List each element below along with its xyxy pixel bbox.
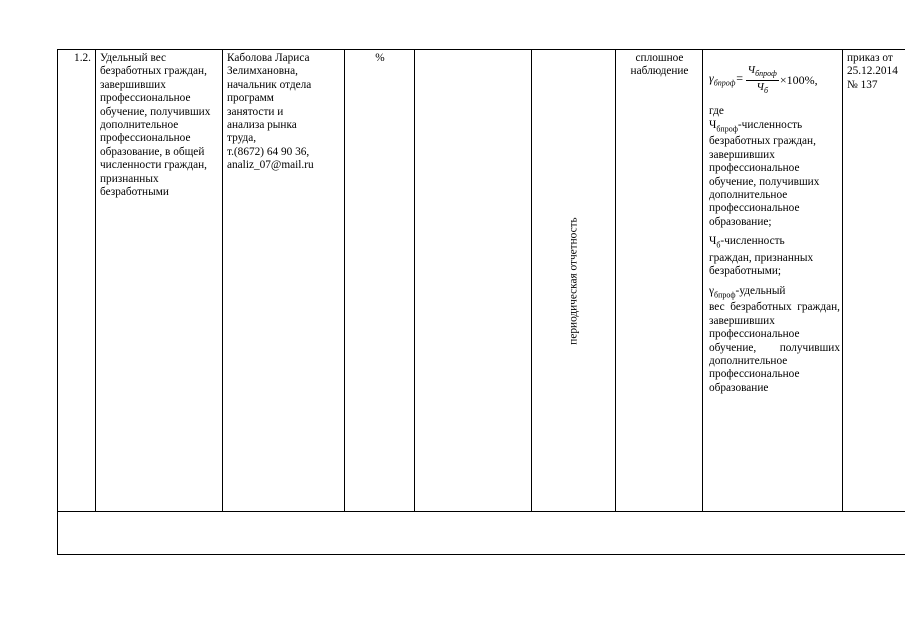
responsible-email: analiz_07@mail.ru	[227, 159, 314, 172]
responsible-line: программ	[227, 92, 274, 105]
unit: %	[375, 52, 385, 64]
method: сплошное наблюдение	[630, 52, 689, 78]
responsible-line: труда,	[227, 132, 257, 145]
unit-cell	[345, 50, 415, 512]
calculation-cell	[703, 50, 843, 512]
definition-2: $Ч_б$-численность граждан, признанных безработными;	[709, 235, 814, 278]
formula: $\gamma_{бпроф}=$ $\frac{Ч_{бпроф}}{Ч_б}$ ×100%,	[709, 64, 818, 96]
responsible-line: занятости и	[227, 105, 284, 118]
responsible-phone: т.(8672) 64 90 36,	[227, 145, 310, 158]
empty-cell	[415, 50, 532, 512]
responsible-line: Зелимхановна,	[227, 65, 298, 78]
where-label: где	[709, 105, 724, 118]
definition-1: $Ч_{бпроф}$-численность безработных граждан, завершивших профессиональное обучение, получивших дополнительное профессиональное образование;	[709, 118, 820, 228]
order-cell: приказ от 25.12.2014 № 137	[843, 50, 905, 512]
periodicity: периодическая отчетность	[566, 216, 579, 345]
responsible-line: анализа рынка	[227, 119, 297, 132]
definition-3: $\gamma_{бпроф}$-удельный вес безработных граждан, завершивших профессиональное обучение, получивших дополнительное профессиональное образование	[709, 284, 840, 394]
responsible-cell	[223, 50, 345, 512]
symbol: $\gamma_{бпроф}$	[709, 284, 736, 299]
responsible-line: начальник отдела	[227, 78, 312, 91]
indicator-table	[57, 49, 905, 555]
method-cell	[616, 50, 703, 512]
empty-row-cell	[58, 512, 905, 555]
symbol: $Ч_{бпроф}$	[709, 118, 738, 134]
table-row	[58, 50, 905, 512]
formula-fraction: $\frac{Ч_{бпроф}}{Ч_б}$	[747, 64, 777, 96]
indicator-name: Удельный вес безработных граждан, завершивших профессиональное обучение, получивших дополнительное профессиональное образование, в общей численности граждан, признанных безработными	[100, 52, 211, 199]
symbol: $Ч_б$	[709, 235, 721, 250]
indicator-name-cell	[96, 50, 223, 512]
responsible-line: Каболова Лариса	[227, 52, 310, 64]
table-row	[58, 512, 905, 555]
row-number: 1.2.	[74, 52, 91, 64]
periodicity-cell	[532, 50, 616, 512]
formula-lhs: $\gamma_{бпроф}=$	[709, 70, 744, 88]
row-number-cell	[58, 50, 96, 512]
